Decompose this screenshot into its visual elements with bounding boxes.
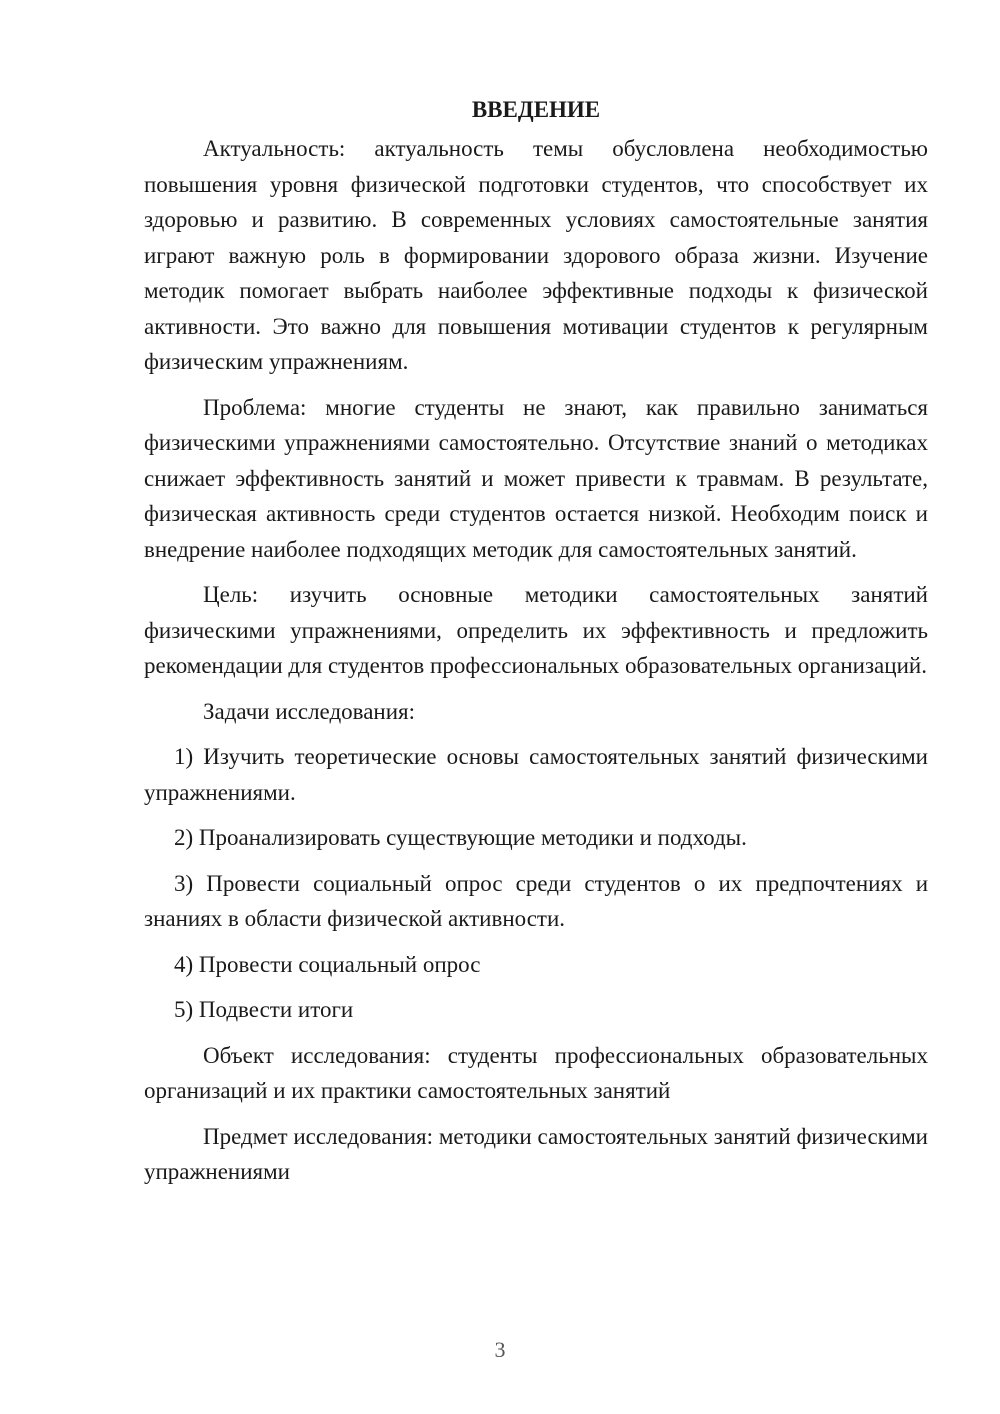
task-item-1: 1) Изучить теоретические основы самостоятельных занятий физическими упражнениями. xyxy=(144,744,928,805)
task-item-2: 2) Проанализировать существующие методики и подходы. xyxy=(174,825,747,850)
goal-paragraph: Цель: изучить основные методики самостоятельных занятий физическими упражнениями, определить их эффективность и предложить рекомендации для студентов профессиональных образовательных организаций. xyxy=(144,582,928,678)
page-number: 3 xyxy=(494,1337,506,1362)
task-item-5: 5) Подвести итоги xyxy=(174,997,354,1022)
research-subject-paragraph: Предмет исследования: методики самостоятельных занятий физическими упражнениями xyxy=(144,1123,928,1184)
relevance-paragraph: Актуальность: актуальность темы обусловлена необходимостью повышения уровня физической подготовки студентов, что способствует их здоровью и развитию. В современных условиях самостоятельные занятия играют важную роль в формировании здорового образа жизни. Изучение методик помогает выбрать наиболее эффективные подходы к физической активности. Это важно для повышения мотивации студентов к регулярным физическим упражнениям. xyxy=(144,136,928,374)
task-item-4: 4) Провести социальный опрос xyxy=(174,951,481,977)
section-heading: ВВЕДЕНИЕ xyxy=(471,97,601,122)
research-object-paragraph: Объект исследования: студенты профессиональных образовательных организаций и их практики самостоятельных занятий xyxy=(144,1042,928,1103)
task-item-3: 3) Провести социальный опрос среди студентов о их предпочтениях и знаниях в области физической активности. xyxy=(144,870,928,931)
problem-paragraph: Проблема: многие студенты не знают, как правильно заниматься физическими упражнениями самостоятельно. Отсутствие знаний о методиках снижает эффективность занятий и может привести к травмам. В результате, физическая активность среди студентов остается низкой. Необходим поиск и внедрение наиболее подходящих методик для самостоятельных занятий. xyxy=(144,394,928,562)
tasks-heading: Задачи исследования: xyxy=(203,698,416,724)
page-content xyxy=(144,92,928,1190)
